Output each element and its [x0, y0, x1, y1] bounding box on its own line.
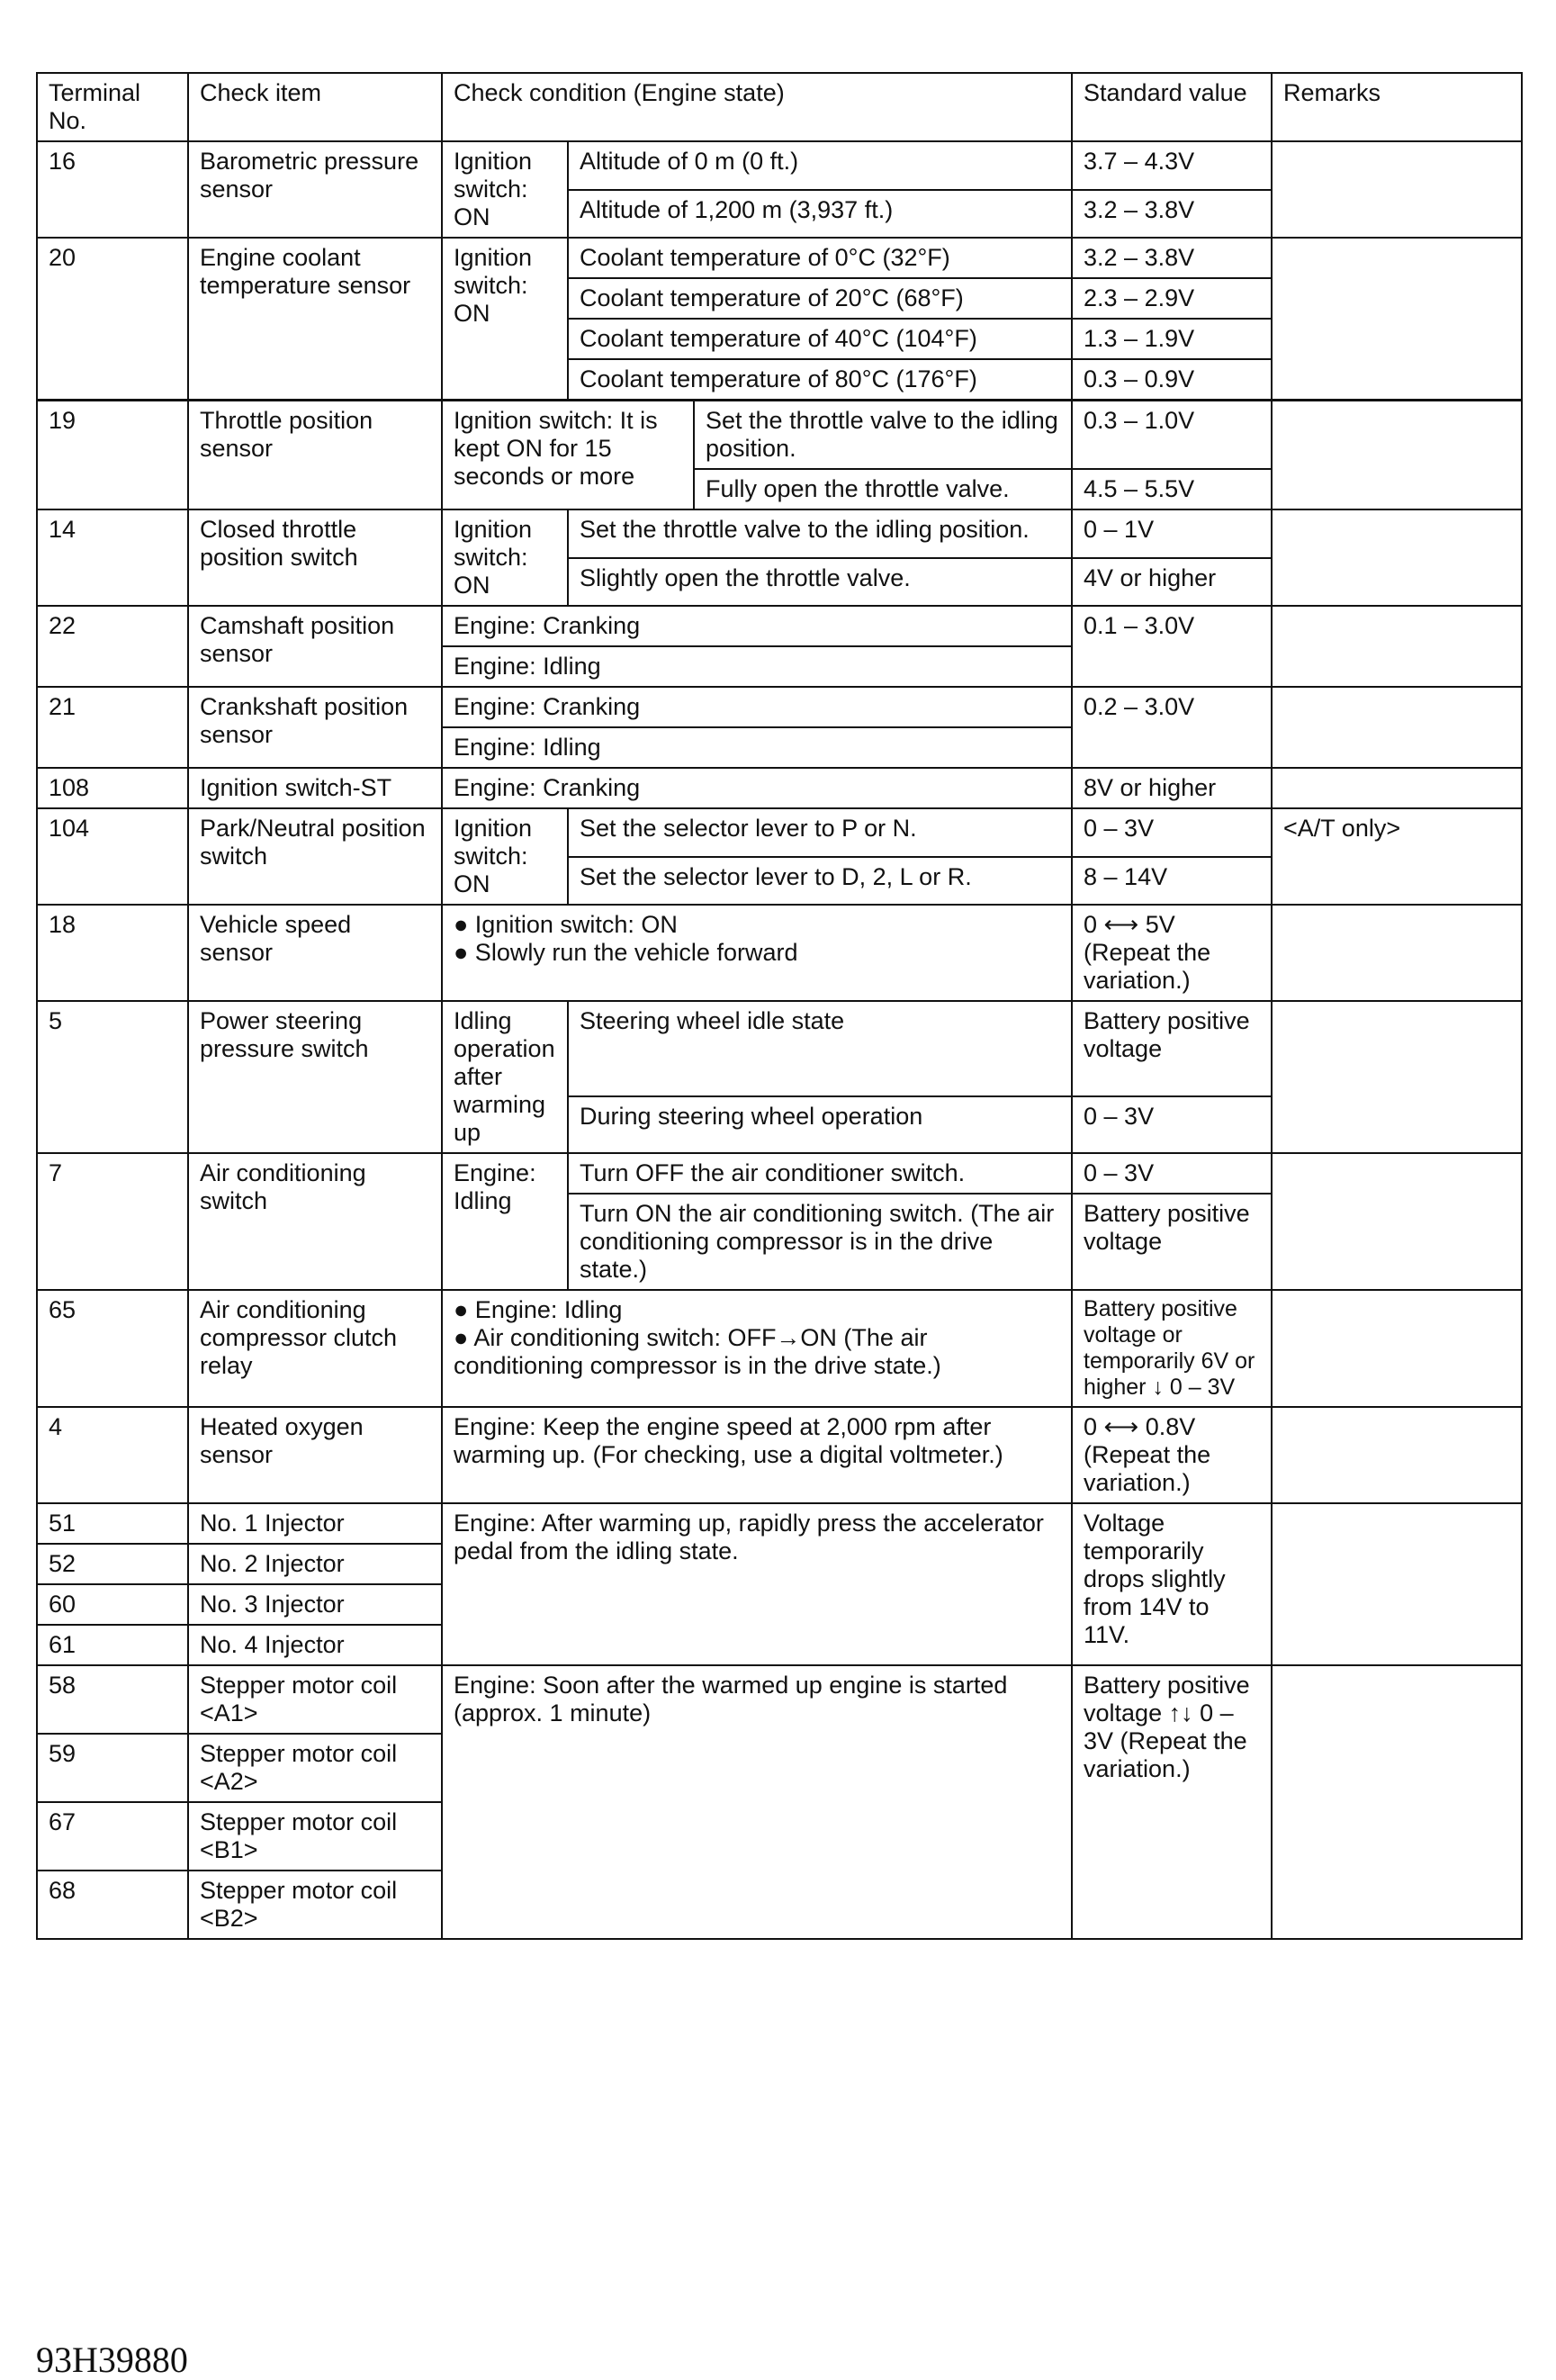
table-row [37, 1001, 1522, 1096]
table-row [37, 808, 1522, 857]
standard-value: 2.3 – 2.9V [1072, 278, 1272, 319]
check-item: Stepper motor coil <B1> [188, 1802, 442, 1871]
standard-value: 0 – 3V [1072, 808, 1272, 857]
standard-value: 1.3 – 1.9V [1072, 319, 1272, 359]
table-row [37, 768, 1522, 808]
check-item: Closed throttle position switch [188, 509, 442, 606]
terminal-no: 5 [37, 1001, 188, 1153]
condition-detail: Engine: Idling [442, 646, 1072, 687]
terminal-no: 18 [37, 905, 188, 1001]
check-item: Stepper motor coil <A1> [188, 1665, 442, 1734]
header-terminal: Terminal No. [37, 73, 188, 141]
header-remarks: Remarks [1272, 73, 1522, 141]
standard-value: Battery positive voltage ↑↓ 0 – 3V (Repeat the variation.) [1072, 1665, 1272, 1939]
condition-bullet: ● Ignition switch: ON [454, 911, 678, 938]
condition-detail: Coolant temperature of 20°C (68°F) [568, 278, 1072, 319]
check-item: Engine coolant temperature sensor [188, 238, 442, 401]
condition-bullet: ● Air conditioning switch: OFF→ON (The air conditioning compressor is in the drive state.) [454, 1324, 941, 1379]
terminal-no: 21 [37, 687, 188, 768]
check-item: Power steering pressure switch [188, 1001, 442, 1153]
check-item: Stepper motor coil <B2> [188, 1871, 442, 1939]
condition-detail: Coolant temperature of 0°C (32°F) [568, 238, 1072, 278]
table-row [37, 1153, 1522, 1194]
table-row [37, 606, 1522, 646]
condition-detail [442, 1290, 1072, 1407]
standard-value: 3.2 – 3.8V [1072, 190, 1272, 239]
remarks-cell [1272, 905, 1522, 1001]
condition-detail: Coolant temperature of 40°C (104°F) [568, 319, 1072, 359]
terminal-no: 51 [37, 1503, 188, 1544]
check-item: No. 4 Injector [188, 1625, 442, 1665]
condition-detail: Altitude of 1,200 m (3,937 ft.) [568, 190, 1072, 239]
table-row [37, 1503, 1522, 1544]
standard-value: Battery positive voltage [1072, 1001, 1272, 1096]
standard-value: 4V or higher [1072, 558, 1272, 607]
table-row [37, 509, 1522, 558]
condition-group: Ignition switch: ON [442, 238, 568, 401]
check-item: No. 1 Injector [188, 1503, 442, 1544]
condition-detail: Engine: Cranking [442, 768, 1072, 808]
terminal-no: 60 [37, 1584, 188, 1625]
remarks-cell [1272, 1001, 1522, 1153]
condition-detail: Engine: Soon after the warmed up engine is started (approx. 1 minute) [442, 1665, 1072, 1939]
terminal-no: 20 [37, 238, 188, 401]
condition-detail: Engine: Cranking [442, 687, 1072, 727]
standard-value: 3.7 – 4.3V [1072, 141, 1272, 190]
table-row [37, 238, 1522, 278]
table-row [37, 141, 1522, 190]
table-header-row [37, 73, 1522, 141]
condition-detail: Engine: Idling [442, 727, 1072, 768]
condition-group: Ignition switch: ON [442, 808, 568, 905]
remarks-cell [1272, 1290, 1522, 1407]
terminal-no: 4 [37, 1407, 188, 1503]
terminal-check-table [36, 72, 1523, 1940]
check-item: Barometric pressure sensor [188, 141, 442, 238]
table-row [37, 687, 1522, 727]
check-item: Heated oxygen sensor [188, 1407, 442, 1503]
condition-detail: Engine: After warming up, rapidly press the accelerator pedal from the idling state. [442, 1503, 1072, 1665]
check-item: Ignition switch-ST [188, 768, 442, 808]
standard-value: 0.2 – 3.0V [1072, 687, 1272, 768]
check-item: No. 2 Injector [188, 1544, 442, 1584]
standard-value: 8 – 14V [1072, 857, 1272, 906]
standard-value: 0 ⟷ 0.8V (Repeat the variation.) [1072, 1407, 1272, 1503]
standard-value: 0.1 – 3.0V [1072, 606, 1272, 687]
table-row [37, 905, 1522, 1001]
remarks-cell [1272, 1503, 1522, 1665]
remarks-cell [1272, 1407, 1522, 1503]
remarks-cell: <A/T only> [1272, 808, 1522, 905]
standard-value: 8V or higher [1072, 768, 1272, 808]
terminal-no: 68 [37, 1871, 188, 1939]
check-item: Air conditioning switch [188, 1153, 442, 1290]
condition-detail: During steering wheel operation [568, 1096, 1072, 1153]
condition-detail: Engine: Cranking [442, 606, 1072, 646]
terminal-no: 59 [37, 1734, 188, 1802]
condition-detail: Set the selector lever to P or N. [568, 808, 1072, 857]
header-condition: Check condition (Engine state) [442, 73, 1072, 141]
table-row [37, 1665, 1522, 1734]
terminal-no: 58 [37, 1665, 188, 1734]
condition-bullet: ● Slowly run the vehicle forward [454, 939, 798, 966]
remarks-cell [1272, 141, 1522, 238]
standard-value: 3.2 – 3.8V [1072, 238, 1272, 278]
standard-value: 0 ⟷ 5V (Repeat the variation.) [1072, 905, 1272, 1001]
condition-detail: Altitude of 0 m (0 ft.) [568, 141, 1072, 190]
remarks-cell [1272, 509, 1522, 606]
table-row [37, 1290, 1522, 1407]
condition-group: Ignition switch: ON [442, 509, 568, 606]
check-item: Stepper motor coil <A2> [188, 1734, 442, 1802]
check-item: No. 3 Injector [188, 1584, 442, 1625]
table-row [37, 401, 1522, 470]
remarks-cell [1272, 768, 1522, 808]
standard-value: 4.5 – 5.5V [1072, 469, 1272, 509]
figure-reference-code: 93H39880 [36, 2339, 188, 2380]
condition-group: Ignition switch: It is kept ON for 15 seconds or more [442, 401, 694, 510]
remarks-cell [1272, 687, 1522, 768]
check-item: Crankshaft position sensor [188, 687, 442, 768]
terminal-no: 104 [37, 808, 188, 905]
condition-detail: Set the throttle valve to the idling position. [568, 509, 1072, 558]
header-check-item: Check item [188, 73, 442, 141]
condition-detail [442, 905, 1072, 1001]
condition-detail: Slightly open the throttle valve. [568, 558, 1072, 607]
condition-group: Engine: Idling [442, 1153, 568, 1290]
condition-detail: Engine: Keep the engine speed at 2,000 rpm after warming up. (For checking, use a digital voltmeter.) [442, 1407, 1072, 1503]
condition-detail: Turn OFF the air conditioner switch. [568, 1153, 1072, 1194]
remarks-cell [1272, 401, 1522, 510]
check-item: Park/Neutral position switch [188, 808, 442, 905]
check-table-wrapper [36, 72, 1521, 1940]
check-item: Vehicle speed sensor [188, 905, 442, 1001]
condition-detail: Steering wheel idle state [568, 1001, 1072, 1096]
table-row [37, 1407, 1522, 1503]
standard-value: 0 – 3V [1072, 1153, 1272, 1194]
terminal-no: 16 [37, 141, 188, 238]
header-standard-value: Standard value [1072, 73, 1272, 141]
condition-detail: Coolant temperature of 80°C (176°F) [568, 359, 1072, 401]
condition-detail: Set the selector lever to D, 2, L or R. [568, 857, 1072, 906]
remarks-cell [1272, 1153, 1522, 1290]
condition-bullet: ● Engine: Idling [454, 1296, 623, 1323]
check-item: Camshaft position sensor [188, 606, 442, 687]
terminal-no: 61 [37, 1625, 188, 1665]
terminal-no: 52 [37, 1544, 188, 1584]
remarks-cell [1272, 1665, 1522, 1939]
condition-group: Idling operation after warming up [442, 1001, 568, 1153]
remarks-cell [1272, 606, 1522, 687]
condition-detail: Set the throttle valve to the idling position. [694, 401, 1072, 470]
terminal-no: 65 [37, 1290, 188, 1407]
terminal-no: 14 [37, 509, 188, 606]
terminal-no: 108 [37, 768, 188, 808]
terminal-no: 7 [37, 1153, 188, 1290]
standard-value: Voltage temporarily drops slightly from 14V to 11V. [1072, 1503, 1272, 1665]
check-item: Air conditioning compressor clutch relay [188, 1290, 442, 1407]
condition-group: Ignition switch: ON [442, 141, 568, 238]
standard-value: 0.3 – 1.0V [1072, 401, 1272, 470]
remarks-cell [1272, 238, 1522, 401]
condition-detail: Fully open the throttle valve. [694, 469, 1072, 509]
standard-value: Battery positive voltage or temporarily 6V or higher ↓ 0 – 3V [1072, 1290, 1272, 1407]
terminal-no: 19 [37, 401, 188, 510]
terminal-no: 67 [37, 1802, 188, 1871]
condition-detail: Turn ON the air conditioning switch. (The air conditioning compressor is in the drive state.) [568, 1194, 1072, 1290]
check-item: Throttle position sensor [188, 401, 442, 510]
standard-value: 0 – 3V [1072, 1096, 1272, 1153]
standard-value: Battery positive voltage [1072, 1194, 1272, 1290]
standard-value: 0.3 – 0.9V [1072, 359, 1272, 401]
terminal-no: 22 [37, 606, 188, 687]
standard-value: 0 – 1V [1072, 509, 1272, 558]
